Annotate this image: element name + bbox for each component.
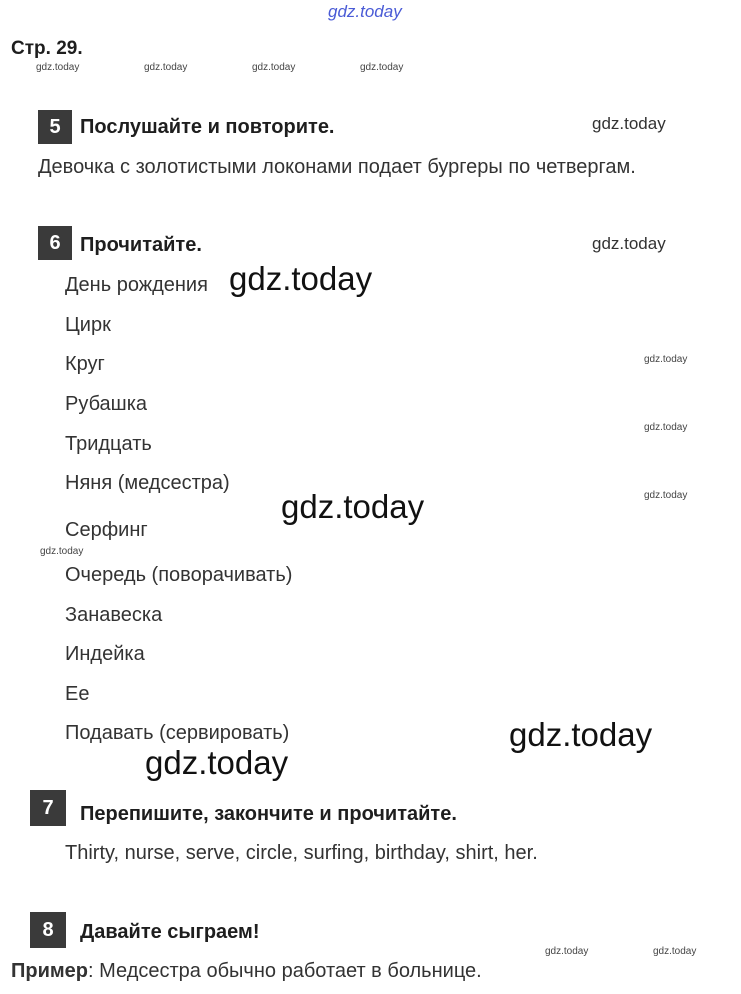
task-5-title: Послушайте и повторите.: [80, 116, 335, 138]
watermark-big: gdz.today: [509, 716, 653, 753]
word-list-item: Подавать (сервировать): [65, 722, 290, 744]
task-7-title: Перепишите, закончите и прочитайте.: [80, 803, 457, 825]
watermark-mid: gdz.today: [592, 234, 666, 253]
watermark-top: gdz.today: [328, 2, 402, 21]
word-list-item: Ее: [65, 683, 90, 705]
watermark-mid: gdz.today: [592, 114, 666, 133]
word-list-item: Серфинг: [65, 519, 148, 541]
watermark-small: gdz.today: [252, 62, 296, 73]
task-7-number-badge: 7: [30, 790, 66, 826]
watermark-big: gdz.today: [281, 488, 425, 525]
watermark-small: gdz.today: [644, 354, 688, 365]
task-7-word-list: Thirty, nurse, serve, circle, surfing, birthday, shirt, her.: [65, 842, 538, 864]
word-list-item: Цирк: [65, 314, 111, 336]
watermark-big: gdz.today: [229, 260, 373, 297]
task-8-number-badge: 8: [30, 912, 66, 948]
watermark-small: gdz.today: [144, 62, 188, 73]
watermark-small: gdz.today: [360, 62, 404, 73]
word-list-item: Рубашка: [65, 393, 148, 415]
word-list-item: Тридцать: [65, 433, 152, 455]
word-list-item: Очередь (поворачивать): [65, 564, 293, 586]
watermark-small: gdz.today: [545, 946, 589, 957]
watermark-small: gdz.today: [644, 422, 688, 433]
word-list-item: День рождения: [65, 274, 208, 296]
watermark-small: gdz.today: [653, 946, 697, 957]
task-5-sentence: Девочка с золотистыми локонами подает бургеры по четвергам.: [38, 156, 636, 178]
task-6-title: Прочитайте.: [80, 234, 202, 256]
watermark-small: gdz.today: [36, 62, 80, 73]
task-5-number-badge: 5: [38, 110, 72, 144]
word-list-item: Няня (медсестра): [65, 472, 230, 494]
word-list-item: Индейка: [65, 643, 145, 665]
task-8-title: Давайте сыграем!: [80, 921, 260, 943]
watermark-small: gdz.today: [40, 546, 84, 557]
word-list-item: Занавеска: [65, 604, 163, 626]
watermark-small: gdz.today: [644, 490, 688, 501]
example-label: Пример: [11, 960, 89, 982]
example-text: : Медсестра обычно работает в больнице.: [88, 960, 482, 982]
watermark-big: gdz.today: [145, 744, 289, 781]
word-list-item: Круг: [65, 353, 105, 375]
task-8-example: [11, 960, 482, 983]
page-number: Стр. 29.: [11, 38, 83, 59]
task-6-number-badge: 6: [38, 226, 72, 260]
